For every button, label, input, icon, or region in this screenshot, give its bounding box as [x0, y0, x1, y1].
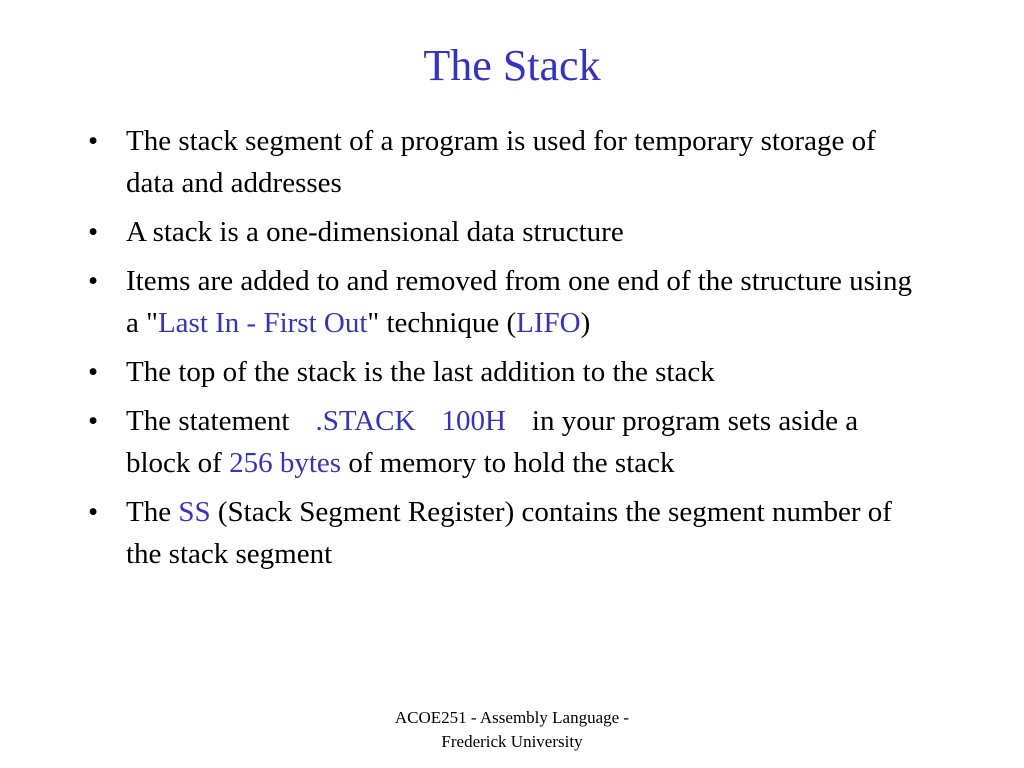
ss-register: SS: [178, 496, 211, 528]
bullet-text: [126, 496, 892, 570]
bullet-item: [88, 351, 918, 393]
bullet-text: [126, 265, 912, 339]
lifo-acronym: LIFO: [516, 307, 581, 339]
bullet-item: [88, 120, 918, 204]
byte-count: 256 bytes: [229, 447, 342, 479]
bullet-text: The top of the stack is the last addition to the stack: [126, 356, 715, 388]
bullet-text-part: (Stack Segment Register) contains the segment number of the stack segment: [126, 496, 892, 570]
footer-line: ACOE251 - Assembly Language -: [394, 708, 630, 727]
footer-line: Frederick University: [441, 732, 583, 751]
bullet-text: [126, 405, 858, 479]
bullet-text-part: in your program sets aside a block of: [126, 405, 859, 479]
bullet-text: The stack segment of a program is used for temporary storage of data and addresses: [126, 125, 876, 199]
bullet-icon: •: [88, 265, 99, 297]
footer-caption: [362, 706, 662, 754]
bullet-icon: •: [88, 125, 99, 157]
stack-size: 100H: [441, 405, 506, 437]
bullet-text: A stack is a one-dimensional data structure: [126, 216, 624, 248]
bullet-text-part: Items are added to and removed from one end of the structure using a ": [126, 265, 912, 339]
bullet-text-part: " technique (: [367, 307, 517, 339]
bullet-text-part: The statement: [126, 405, 290, 437]
stack-directive: .STACK: [315, 405, 416, 437]
bullet-list: [88, 120, 918, 582]
bullet-icon: •: [88, 216, 99, 248]
bullet-item: [88, 211, 918, 253]
bullet-text-part: of memory to hold the stack: [341, 447, 675, 479]
bullet-text-part: The: [126, 496, 179, 528]
bullet-item: [88, 491, 918, 575]
bullet-icon: •: [88, 405, 99, 437]
bullet-text-part: ): [580, 307, 591, 339]
bullet-item: [88, 400, 918, 484]
bullet-item: [88, 260, 918, 344]
bullet-icon: •: [88, 356, 99, 388]
bullet-icon: •: [88, 496, 99, 528]
slide-title: The Stack: [423, 41, 601, 90]
lifo-phrase: Last In - First Out: [157, 307, 368, 339]
